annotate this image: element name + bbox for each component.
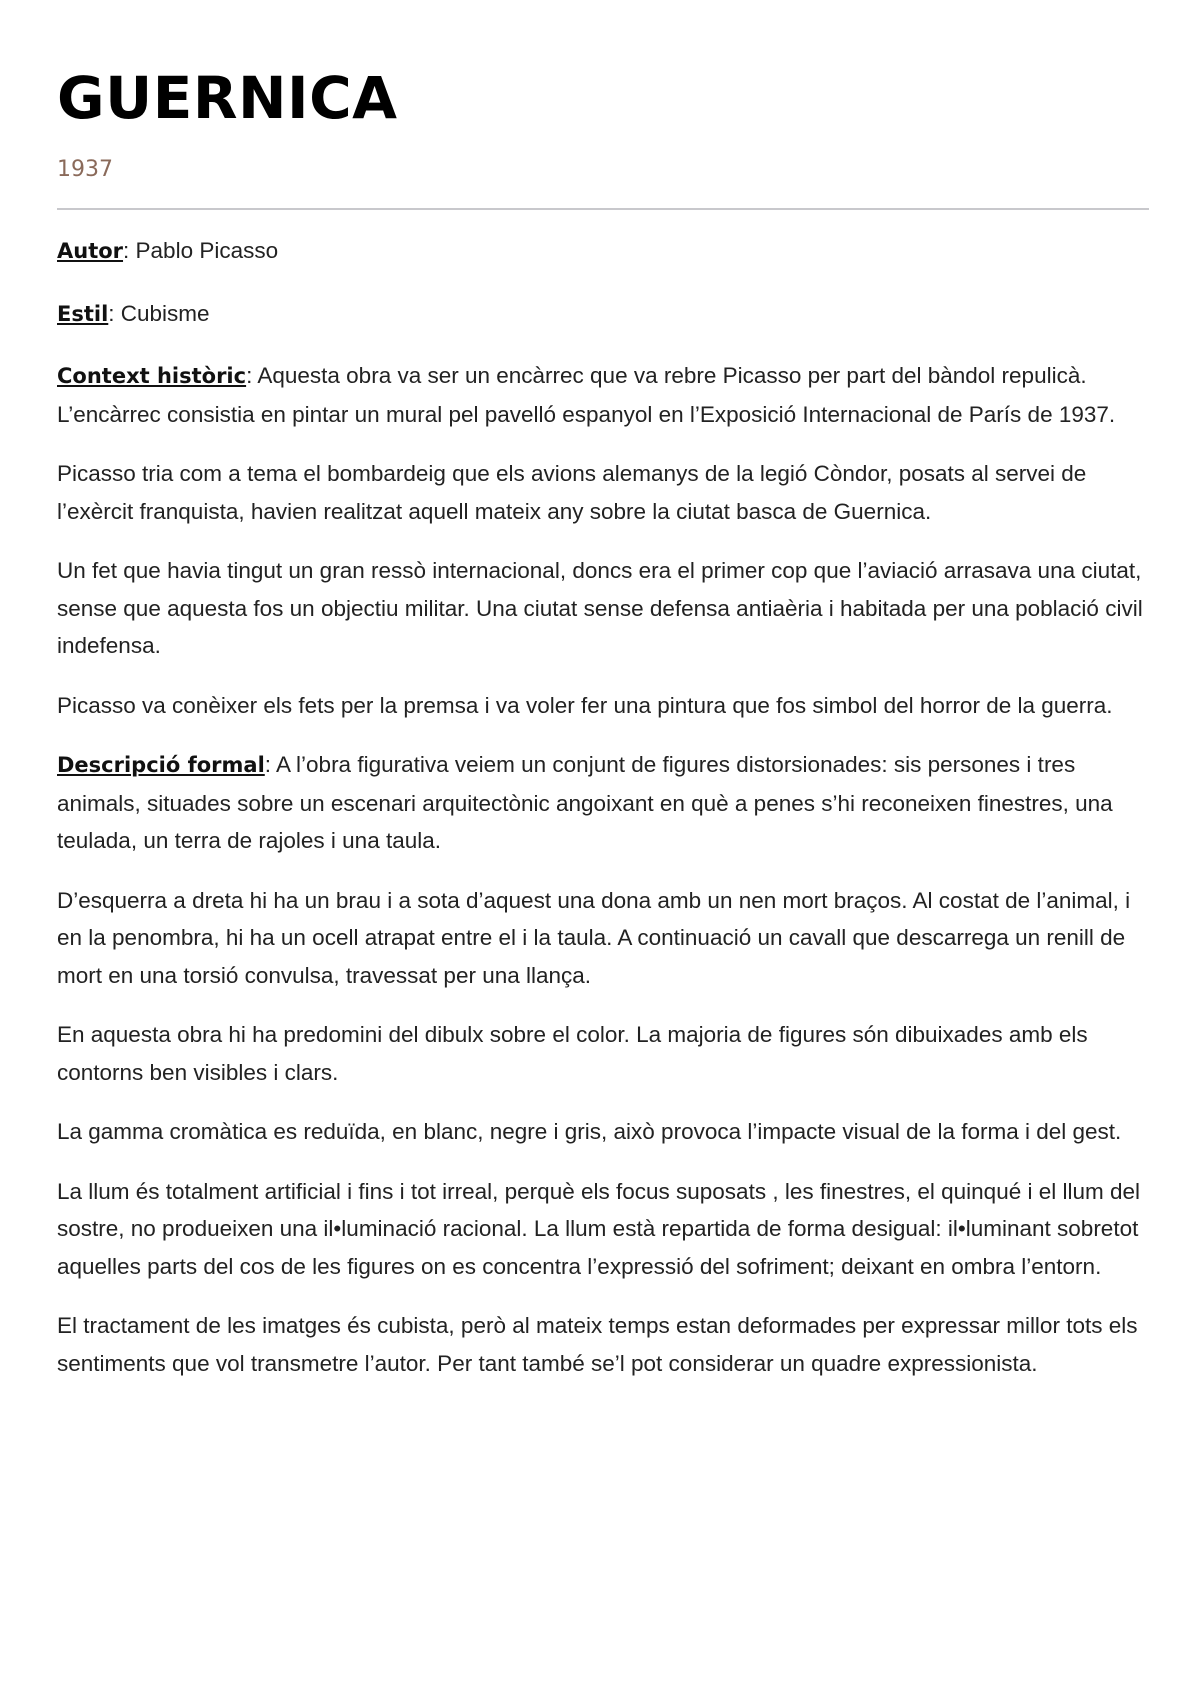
style-label: Estil — [57, 301, 109, 326]
style-field — [57, 295, 1149, 334]
formal-description-label: Descripció formal — [57, 753, 265, 777]
paragraph: El tractament de les imatges és cubista, però al mateix temps estan deformades per expressar millor tots els sentiments que vol transmetre l’autor. Per tant també se’l pot considerar un quadre expressionista. — [57, 1313, 1138, 1376]
paragraph: Un fet que havia tingut un gran ressò internacional, doncs era el primer cop que l’aviació arrasava una ciutat, sense que aquesta fos un objectiu militar. Una ciutat sense defensa antiaèria i habitada per una població civil indefensa. — [57, 558, 1143, 658]
author-label: Autor — [57, 239, 124, 263]
document-title: GUERNICA — [57, 64, 398, 132]
author-field — [57, 232, 1149, 271]
paragraph: En aquesta obra hi ha predomini del dibulx sobre el color. La majoria de figures són dibuixades amb els contorns ben visibles i clars. — [57, 1022, 1088, 1085]
document-year: 1937 — [57, 157, 113, 182]
author-value: : Pablo Picasso — [123, 238, 279, 263]
historical-context-text: : Aquesta obra va ser un encàrrec que va rebre Picasso per part del bàndol repulicà. L’encàrrec consistia en pintar un mural pel pavelló espanyol en l’Exposició Internacional de París de 1937. — [57, 363, 1116, 427]
formal-description-paragraph — [57, 746, 1149, 860]
paragraph: Picasso va conèixer els fets per la premsa i va voler fer una pintura que fos simbol del horror de la guerra. — [57, 692, 1113, 718]
style-value: : Cubisme — [108, 300, 210, 326]
document-body — [57, 232, 1149, 1382]
formal-description-text: : A l’obra figurativa veiem un conjunt de figures distorsionades: sis persones i tres animals, situades sobre un escenari arquitectònic angoixant en què a penes s’hi reconeixen finestres, una teulada, un terra de rajoles i una taula. — [57, 752, 1113, 853]
paragraph: D’esquerra a dreta hi ha un brau i a sota d’aquest una dona amb un nen mort braços. Al costat de l’animal, i en la penombra, hi ha un ocell atrapat entre el i la taula. A continuació un cavall que descarrega un renill de mort en una torsió convulsa, travessat per una llança. — [57, 887, 1131, 988]
historical-context-label: Context històric — [57, 364, 247, 388]
paragraph: La gamma cromàtica es reduïda, en blanc, negre i gris, això provoca l’impacte visual de la forma i del gest. — [57, 1119, 1122, 1144]
header-divider — [57, 208, 1149, 210]
paragraph: La llum és totalment artificial i fins i tot irreal, perquè els focus suposats , les finestres, el quinqué i el llum del sostre, no produeixen una il•luminació racional. La llum està repartida de forma desigual: il•luminant sobretot aquelles parts del cos de les figures on es concentra l’expressió del sofriment; deixant en ombra l’entorn. — [57, 1178, 1141, 1279]
paragraph: Picasso tria com a tema el bombardeig que els avions alemanys de la legió Còndor, posats al servei de l’exèrcit franquista, havien realitzat aquell mateix any sobre la ciutat basca de Guernica. — [57, 461, 1087, 524]
document-page — [57, 60, 1149, 1404]
historical-context-paragraph — [57, 357, 1149, 433]
